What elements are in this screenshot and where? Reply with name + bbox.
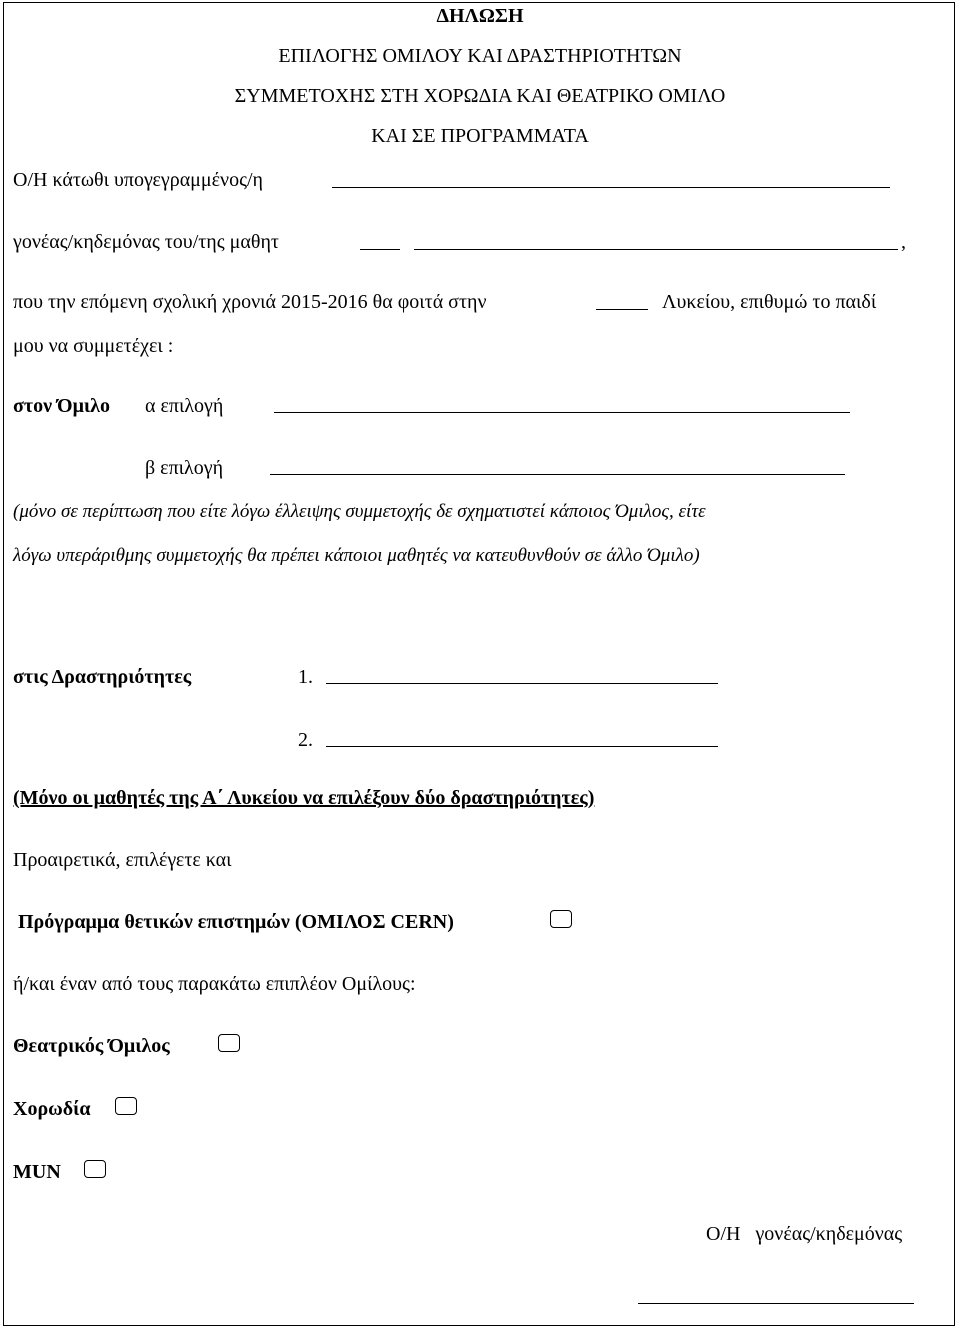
next-year-label: που την επόμενη σχολική χρονιά 2015-2016 θα φοιτά στην: [13, 291, 487, 313]
lyceum-label: Λυκείου, επιθυμώ το παιδί: [662, 291, 877, 313]
comma: ,: [901, 231, 906, 253]
extra-groups-label: ή/και έναν από τους παρακάτω επιπλέον Ομίλους:: [13, 973, 416, 995]
note-line-2: λόγω υπεράριθμης συμμετοχής θα πρέπει κάποιοι μαθητές να κατευθυνθούν σε άλλο Όμιλο): [13, 545, 700, 566]
a-lyceum-note: (Μόνο οι μαθητές της Α΄ Λυκείου να επιλέξουν δύο δραστηριότητες): [13, 787, 595, 809]
group-label: στον Όμιλο: [13, 395, 110, 417]
signature-label: Ο/Η γονέας/κηδεμόνας: [706, 1223, 903, 1245]
choice-a-label: α επιλογή: [145, 395, 224, 417]
participate-label: μου να συμμετέχει :: [13, 335, 174, 357]
cern-label: Πρόγραμμα θετικών επιστημών (ΟΜΙΛΟΣ CERN): [18, 911, 454, 933]
activities-label: στις Δραστηριότητες: [13, 666, 192, 688]
title-line4: ΚΑΙ ΣΕ ΠΡΟΓΡΑΜΜΑΤΑ: [371, 125, 589, 147]
choir-checkbox[interactable]: [115, 1097, 137, 1115]
choir-label: Χορωδία: [13, 1098, 91, 1120]
activity-1-number: 1.: [298, 666, 313, 688]
activity-1-field[interactable]: [326, 683, 718, 684]
theatre-label: Θεατρικός Όμιλος: [13, 1035, 170, 1057]
signature-field[interactable]: [638, 1303, 914, 1304]
activity-2-field[interactable]: [326, 746, 718, 747]
page-border: [3, 2, 955, 1326]
choice-a-field[interactable]: [274, 412, 850, 413]
undersigned-label: Ο/Η κάτωθι υπογεγραμμένος/η: [13, 169, 263, 191]
cern-checkbox[interactable]: [550, 910, 572, 928]
title-line3: ΣΥΜΜΕΤΟΧΗΣ ΣΤΗ ΧΟΡΩΔΙΑ ΚΑΙ ΘΕΑΤΡΙΚΟ ΟΜΙΛΟ: [234, 85, 726, 107]
activity-2-number: 2.: [298, 729, 313, 751]
student-name-field[interactable]: [414, 249, 898, 250]
undersigned-name-field[interactable]: [332, 187, 890, 188]
optional-label: Προαιρετικά, επιλέγετε και: [13, 849, 232, 871]
note-line-1: (μόνο σε περίπτωση που είτε λόγω έλλειψης συμμετοχής δε σχηματιστεί κάποιος Όμιλος, είτε: [13, 501, 706, 522]
mun-checkbox[interactable]: [84, 1160, 106, 1178]
theatre-checkbox[interactable]: [218, 1034, 240, 1052]
student-gender-suffix-field[interactable]: [360, 249, 400, 250]
class-field[interactable]: [596, 309, 648, 310]
title-declaration: ΔΗΛΩΣΗ: [436, 5, 524, 27]
guardian-label: γονέας/κηδεμόνας του/της μαθητ: [13, 231, 279, 253]
choice-b-label: β επιλογή: [145, 457, 224, 479]
choice-b-field[interactable]: [270, 474, 845, 475]
title-line2: ΕΠΙΛΟΓΗΣ ΟΜΙΛΟΥ ΚΑΙ ΔΡΑΣΤΗΡΙΟΤΗΤΩΝ: [278, 45, 682, 67]
mun-label: MUN: [13, 1161, 61, 1183]
